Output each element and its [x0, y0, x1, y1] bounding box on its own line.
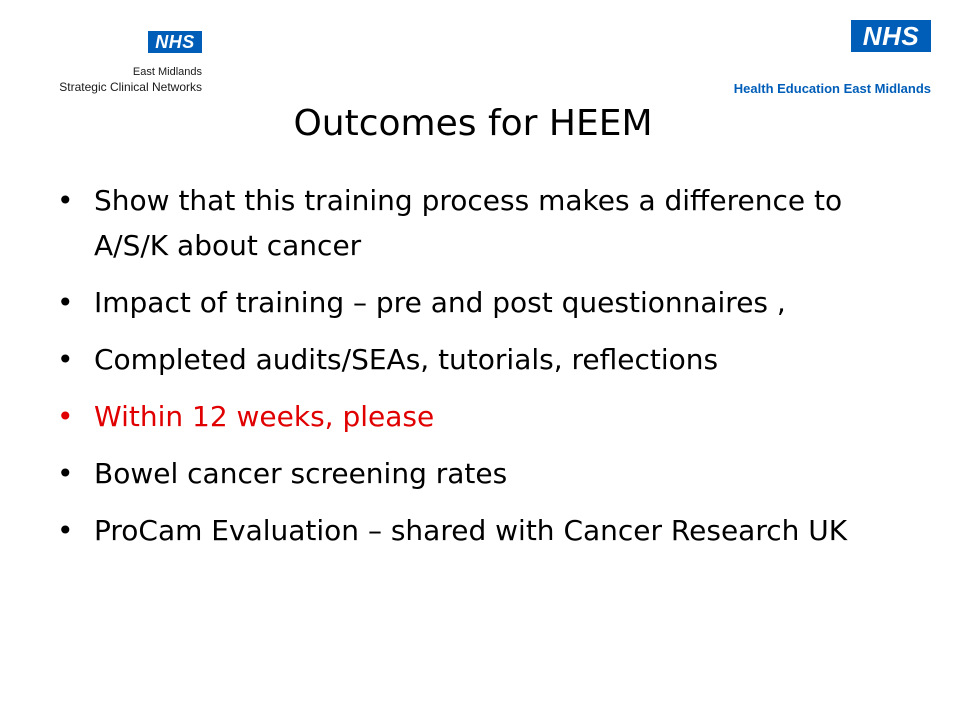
scn-region-label: East Midlands [132, 66, 202, 78]
bullet-text: ProCam Evaluation – shared with Cancer Research UK [94, 514, 848, 547]
bullet-item-highlighted [56, 394, 916, 439]
bullet-dot-icon: • [57, 457, 74, 490]
bullet-item [56, 451, 916, 496]
bullet-dot-icon: • [57, 400, 74, 433]
bullet-item [56, 280, 916, 325]
bullet-text: Impact of training – pre and post questionnaires , [94, 286, 786, 319]
bullet-item [56, 508, 916, 553]
bullet-dot-icon: • [57, 343, 74, 376]
bullet-text: Completed audits/SEAs, tutorials, reflections [94, 343, 719, 376]
bullet-text: Bowel cancer screening rates [94, 457, 508, 490]
bullet-text: Within 12 weeks, please [94, 400, 435, 433]
nhs-logo-right: NHS [851, 20, 931, 52]
nhs-logo-left: NHS [148, 31, 202, 53]
slide-title: Outcomes for HEEM [293, 103, 653, 144]
bullet-text: Show that this training process makes a difference to A/S/K about cancer [94, 184, 843, 262]
scn-name-label: Strategic Clinical Networks [59, 80, 202, 94]
bullet-item [56, 178, 916, 268]
bullet-dot-icon: • [57, 514, 74, 547]
bullet-dot-icon: • [57, 184, 74, 217]
bullet-item [56, 337, 916, 382]
bullet-dot-icon: • [57, 286, 74, 319]
heem-name-label: Health Education East Midlands [733, 81, 931, 96]
bullet-list [56, 178, 916, 565]
